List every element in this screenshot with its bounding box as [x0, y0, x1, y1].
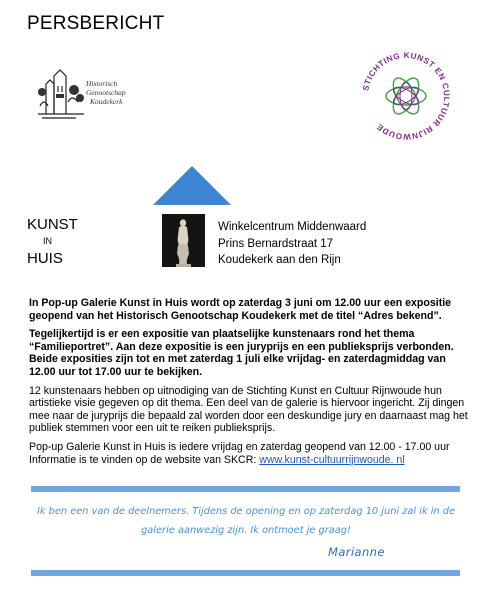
svg-text:STICHTING KUNST EN CULTUUR RIJ [361, 51, 451, 141]
skcr-emblem-icon [356, 46, 456, 146]
hgk-line2: Genootschap [86, 88, 126, 97]
address-block [218, 219, 366, 269]
skcr-logo [356, 46, 456, 146]
hgk-line1: Historisch [86, 79, 118, 88]
press-release-body [29, 297, 469, 472]
divider-bottom [31, 570, 460, 576]
venus-statue-icon [162, 214, 205, 267]
invitation-line: galerie aanwezig zijn. Ik ontmoet je graag! [141, 525, 351, 536]
info-text: Informatie is te vinden op de website van SKCR: [29, 453, 260, 466]
address-line: Winkelcentrum Middenwaard [218, 221, 367, 233]
opening-hours-text: Pop-up Galerie Kunst in Huis is iedere vrijdag en zaterdag geopend van 12.00 - 17.00 uur [29, 440, 450, 453]
huis-label: HUIS [27, 250, 63, 267]
signature: Marianne [328, 545, 385, 559]
paragraph-opening-hours [29, 441, 469, 466]
castle-drawing-icon [36, 62, 132, 124]
statue-photo [162, 214, 205, 267]
historisch-genootschap-logo [36, 62, 132, 124]
divider-top [31, 486, 460, 492]
skcr-ring-text: STICHTING KUNST EN CULTUUR RIJNWOUDE [361, 50, 452, 142]
paragraph-artists: 12 kunstenaars hebben op uitnodiging van de Stichting Kunst en Cultuur Rijnwoude hun artistieke visie gegeven op dit thema. Een deel van de galerie is hiervoor ingericht. Zij dingen mee naar de juryprijs die bepaald zal worden door een deskundige jury en daarnaast mag het publiek stemmen voor een uit te reiken publieksprijs. [29, 384, 468, 435]
hgk-line3: Koudekerk [90, 97, 123, 106]
address-line: Koudekerk aan den Rijn [218, 254, 341, 266]
address-line: Prins Bernardstraat 17 [218, 237, 334, 250]
page-title: PERSBERICHT [27, 13, 165, 34]
paragraph-theme: Tegelijkertijd is er een expositie van plaatselijke kunstenaars rond het thema “Familieportret”. Aan deze expositie is een juryprijs en een publieksprijs verbonden. Beide exposities zijn tot en met zaterdag 1 juli elke vrijdag- en zaterdagmiddag van 12.00 uur tot 17.00 uur te bekijken. [29, 328, 454, 378]
paragraph-opening: In Pop-up Galerie Kunst in Huis wordt op zaterdag 3 juni om 12.00 uur een expositie geopend van het Historisch Genootschap Koudekerk met de titel “Adres bekend”. [29, 297, 452, 322]
in-label: IN [43, 236, 52, 246]
website-link[interactable]: www.kunst-cultuurrijnwoude. nl [259, 453, 405, 466]
triangle-shape [153, 166, 231, 205]
invitation-line: Ik ben een van de deelnemers. Tijdens de opening en op zaterdag 10 juni zal ik in de [36, 506, 456, 517]
invitation-note [30, 502, 462, 540]
kunst-label: KUNST [27, 216, 78, 233]
